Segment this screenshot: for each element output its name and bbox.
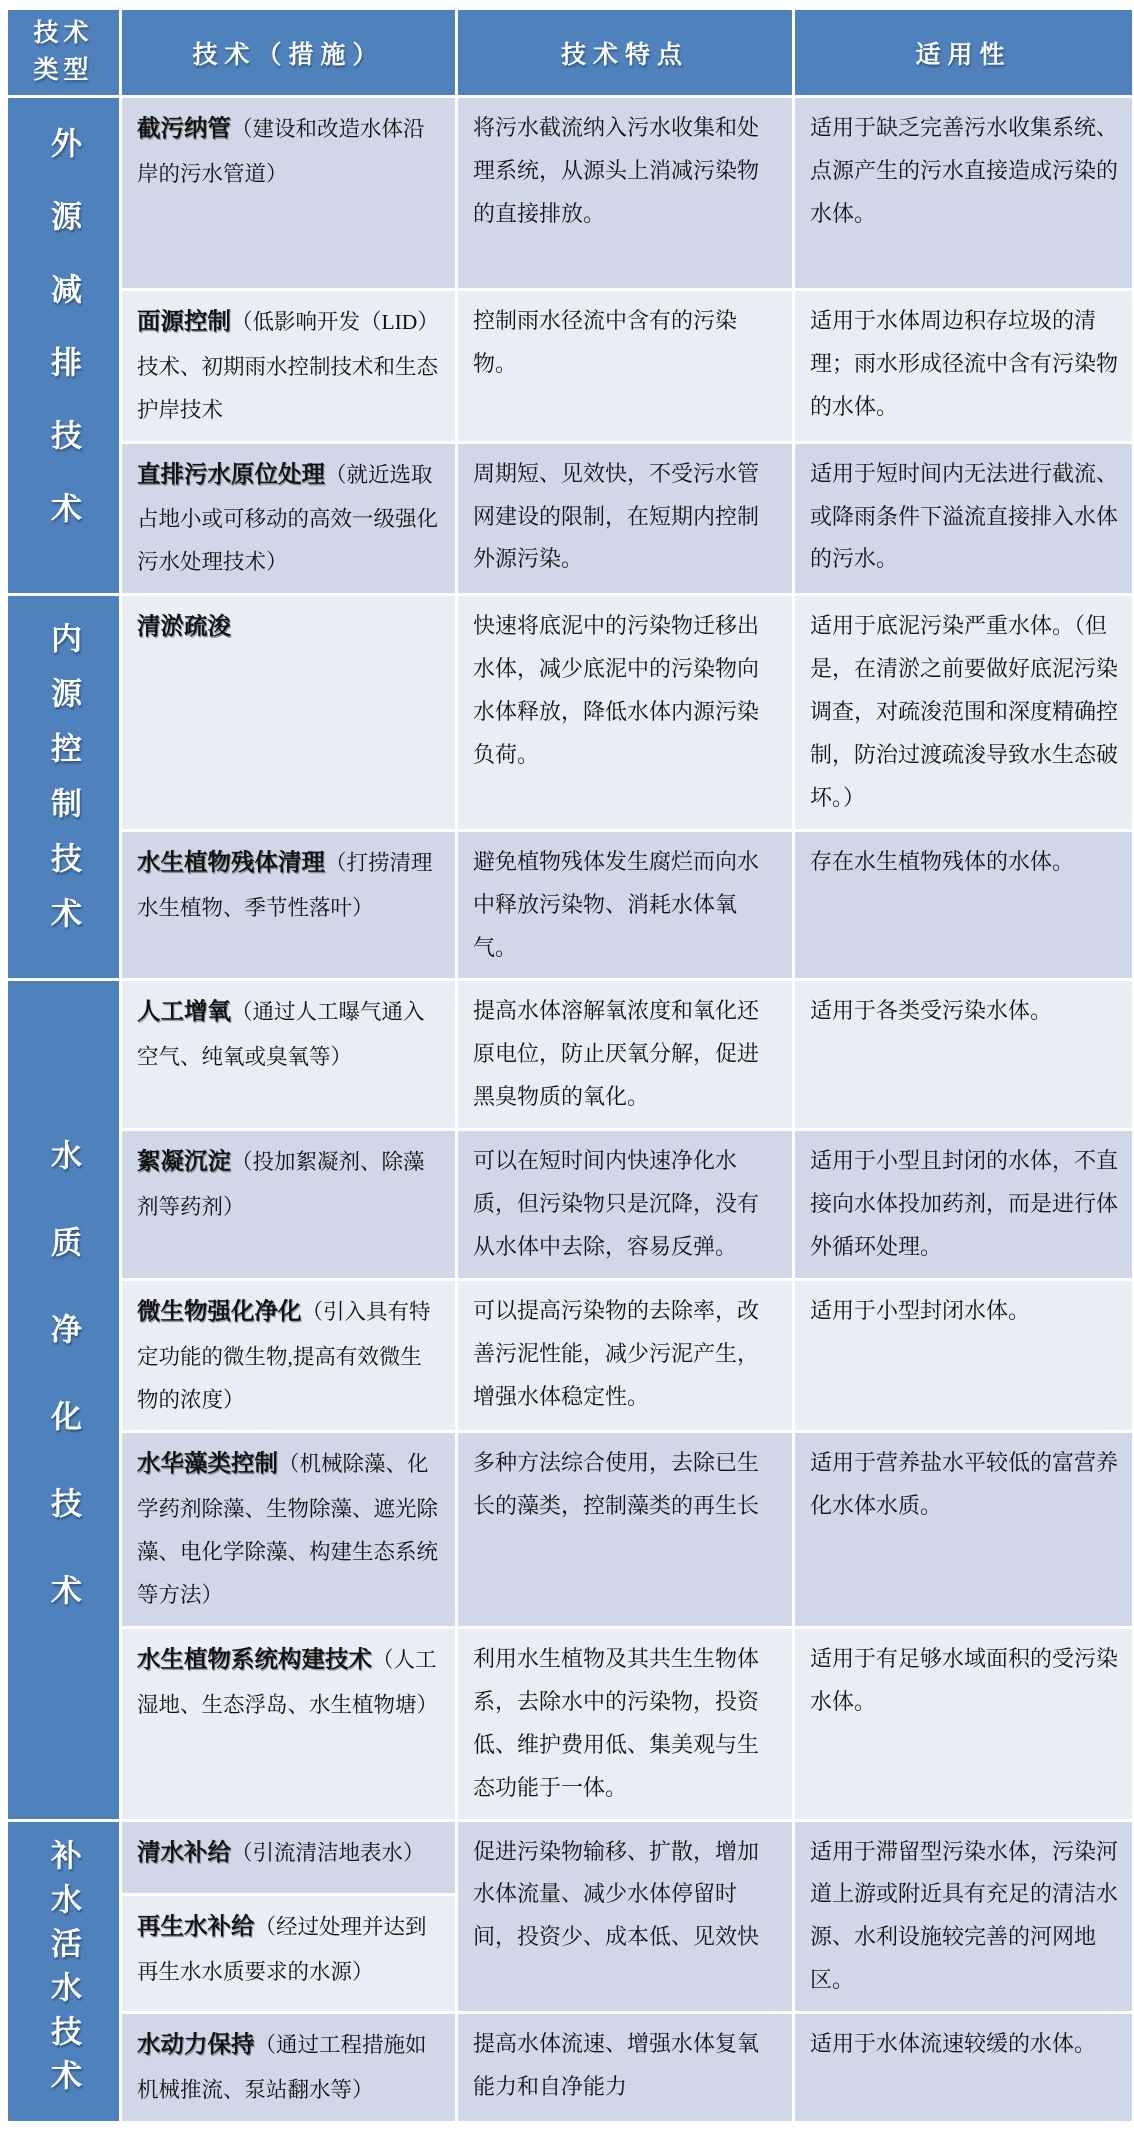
tech-name-detail: （通过工程措施如机械推流、泵站翻水等） bbox=[137, 2033, 427, 2102]
technology-table bbox=[8, 10, 1126, 2121]
header-tech-measure-text: 技术（措施） bbox=[192, 41, 385, 69]
tech-name-cell bbox=[122, 1629, 455, 1819]
tech-name-cell bbox=[122, 2014, 455, 2121]
header-tech-measure bbox=[122, 10, 455, 95]
tech-name: 清淤疏浚 bbox=[137, 614, 231, 641]
tech-name: 清水补给 bbox=[137, 1839, 231, 1866]
group-label-internal-source: 内源控制技术 bbox=[46, 622, 81, 953]
tech-name: 水生植物残体清理 bbox=[137, 849, 325, 876]
group-label-cell-internal-source bbox=[8, 596, 119, 978]
tech-name-cell bbox=[122, 832, 455, 979]
tech-name-cell bbox=[122, 1433, 455, 1626]
tech-applicability-cell: 适用于短时间内无法进行截流、或降雨条件下溢流直接排入水体的污水。 bbox=[795, 444, 1132, 594]
tech-name-detail: （机械除藻、化学药剂除藻、生物除藻、遮光除藻、电化学除藻、构建生态系统等方法） bbox=[137, 1452, 439, 1608]
group-label-cell-purification bbox=[8, 981, 119, 1818]
tech-name: 水动力保持 bbox=[137, 2032, 255, 2059]
header-features bbox=[458, 10, 792, 95]
header-tech-type-line2: 类型 bbox=[33, 56, 94, 84]
tech-name-cell bbox=[122, 291, 455, 441]
header-tech-type bbox=[8, 10, 119, 95]
tech-features-cell: 周期短、见效快，不受污水管网建设的限制，在短期内控制外源污染。 bbox=[458, 444, 792, 594]
tech-applicability-cell: 适用于缺乏完善污水收集系统、点源产生的污水直接造成污染的水体。 bbox=[795, 98, 1132, 288]
tech-name-detail: （通过人工曝气通入空气、纯氧或臭氧等） bbox=[137, 1000, 425, 1070]
tech-applicability-cell-merged: 适用于滞留型污染水体，污染河道上游或附近具有充足的清洁水源、水利设施较完善的河网地区。 bbox=[795, 1822, 1132, 2012]
header-features-text: 技术特点 bbox=[560, 41, 689, 69]
tech-features-cell: 避免植物残体发生腐烂而向水中释放污染物、消耗水体氧气。 bbox=[458, 832, 792, 979]
tech-features-cell: 控制雨水径流中含有的污染物。 bbox=[458, 291, 792, 441]
group-label-cell-external-source bbox=[8, 98, 119, 593]
tech-applicability-cell: 适用于小型封闭水体。 bbox=[795, 1281, 1132, 1431]
tech-features-cell: 可以提高污染物的去除率，改善污泥性能，减少污泥产生，增强水体稳定性。 bbox=[458, 1281, 792, 1431]
tech-name-cell bbox=[122, 1281, 455, 1431]
tech-name: 人工增氧 bbox=[137, 999, 231, 1026]
tech-name-detail: （投加絮凝剂、除藻剂等药剂） bbox=[137, 1150, 425, 1219]
tech-name-cell bbox=[122, 1896, 455, 2011]
header-applicability bbox=[795, 10, 1132, 95]
tech-name: 再生水补给 bbox=[137, 1914, 255, 1941]
tech-features-cell: 提高水体流速、增强水体复氧能力和自净能力 bbox=[458, 2014, 792, 2121]
tech-features-cell: 快速将底泥中的污染物迁移出水体，减少底泥中的污染物向水体释放，降低水体内源污染负荷。 bbox=[458, 596, 792, 828]
tech-applicability-cell: 存在水生植物残体的水体。 bbox=[795, 832, 1132, 979]
tech-applicability-cell: 适用于小型且封闭的水体，不直接向水体投加药剂，而是进行体外循环处理。 bbox=[795, 1131, 1132, 1278]
tech-name: 水华藻类控制 bbox=[137, 1451, 278, 1478]
tech-name-detail: （经过处理并达到再生水水质要求的水源） bbox=[137, 1915, 427, 1985]
tech-name-detail: （就近选取占地小或可移动的高效一级强化污水处理技术） bbox=[137, 462, 439, 575]
tech-name-cell bbox=[122, 981, 455, 1128]
tech-applicability-cell: 适用于各类受污染水体。 bbox=[795, 981, 1132, 1128]
tech-name-cell bbox=[122, 98, 455, 288]
tech-features-cell: 提高水体溶解氧浓度和氧化还原电位，防止厌氧分解，促进黑臭物质的氧化。 bbox=[458, 981, 792, 1128]
tech-features-cell: 将污水截流纳入污水收集和处理系统，从源头上消减污染物的直接排放。 bbox=[458, 98, 792, 288]
header-tech-type-line1: 技术 bbox=[33, 20, 94, 48]
header-applicability-text: 适用性 bbox=[915, 41, 1012, 69]
group-label-purification: 水质净化技术 bbox=[46, 1139, 81, 1661]
tech-name-detail: （引流清洁地表水） bbox=[231, 1840, 425, 1865]
tech-applicability-cell: 适用于水体流速较缓的水体。 bbox=[795, 2014, 1132, 2121]
tech-applicability-cell: 适用于底泥污染严重水体。（但是，在清淤之前要做好底泥污染调查，对疏浚范围和深度精确控制，防治过渡疏浚导致水生态破坏。） bbox=[795, 596, 1132, 828]
tech-applicability-cell: 适用于营养盐水平较低的富营养化水体水质。 bbox=[795, 1433, 1132, 1626]
tech-features-cell: 多种方法综合使用，去除已生长的藻类，控制藻类的再生长 bbox=[458, 1433, 792, 1626]
tech-name-cell bbox=[122, 596, 455, 828]
tech-features-cell-merged: 促进污染物输移、扩散，增加水体流量、减少水体停留时间，投资少、成本低、见效快 bbox=[458, 1822, 792, 2012]
tech-name: 直排污水原位处理 bbox=[137, 461, 325, 488]
group-label-cell-replenishment bbox=[8, 1822, 119, 2121]
tech-name-cell bbox=[122, 1131, 455, 1278]
tech-features-cell: 利用水生植物及其共生生物体系，去除水中的污染物，投资低、维护费用低、集美观与生态功能于一体。 bbox=[458, 1629, 792, 1819]
header-tech-type-text bbox=[33, 16, 93, 89]
tech-applicability-cell: 适用于有足够水域面积的受污染水体。 bbox=[795, 1629, 1132, 1819]
tech-name: 截污纳管 bbox=[137, 116, 231, 142]
tech-name-detail: （引入具有特定功能的微生物,提高有效微生物的浓度） bbox=[137, 1299, 431, 1412]
tech-name-detail: （打捞清理水生植物、季节性落叶） bbox=[137, 850, 433, 920]
tech-features-cell: 可以在短时间内快速净化水质，但污染物只是沉降，没有从水体中去除，容易反弹。 bbox=[458, 1131, 792, 1278]
tech-name-cell bbox=[122, 444, 455, 594]
group-label-external-source: 外源减排技术 bbox=[46, 126, 81, 565]
group-label-replenishment: 补水活水技术 bbox=[46, 1839, 81, 2104]
tech-name-detail: （建设和改造水体沿岸的污水管道） bbox=[137, 117, 425, 186]
tech-name: 絮凝沉淀 bbox=[137, 1149, 231, 1176]
tech-name-cell bbox=[122, 1822, 455, 1894]
tech-name-detail: （人工湿地、生态浮岛、水生植物塘） bbox=[137, 1648, 439, 1717]
tech-name-detail: （低影响开发（LID）技术、初期雨水控制技术和生态护岸技术 bbox=[137, 310, 439, 422]
tech-name: 水生植物系统构建技术 bbox=[137, 1647, 372, 1674]
tech-applicability-cell: 适用于水体周边积存垃圾的清理；雨水形成径流中含有污染物的水体。 bbox=[795, 291, 1132, 441]
tech-name: 微生物强化净化 bbox=[137, 1298, 302, 1325]
tech-name: 面源控制 bbox=[137, 309, 231, 335]
